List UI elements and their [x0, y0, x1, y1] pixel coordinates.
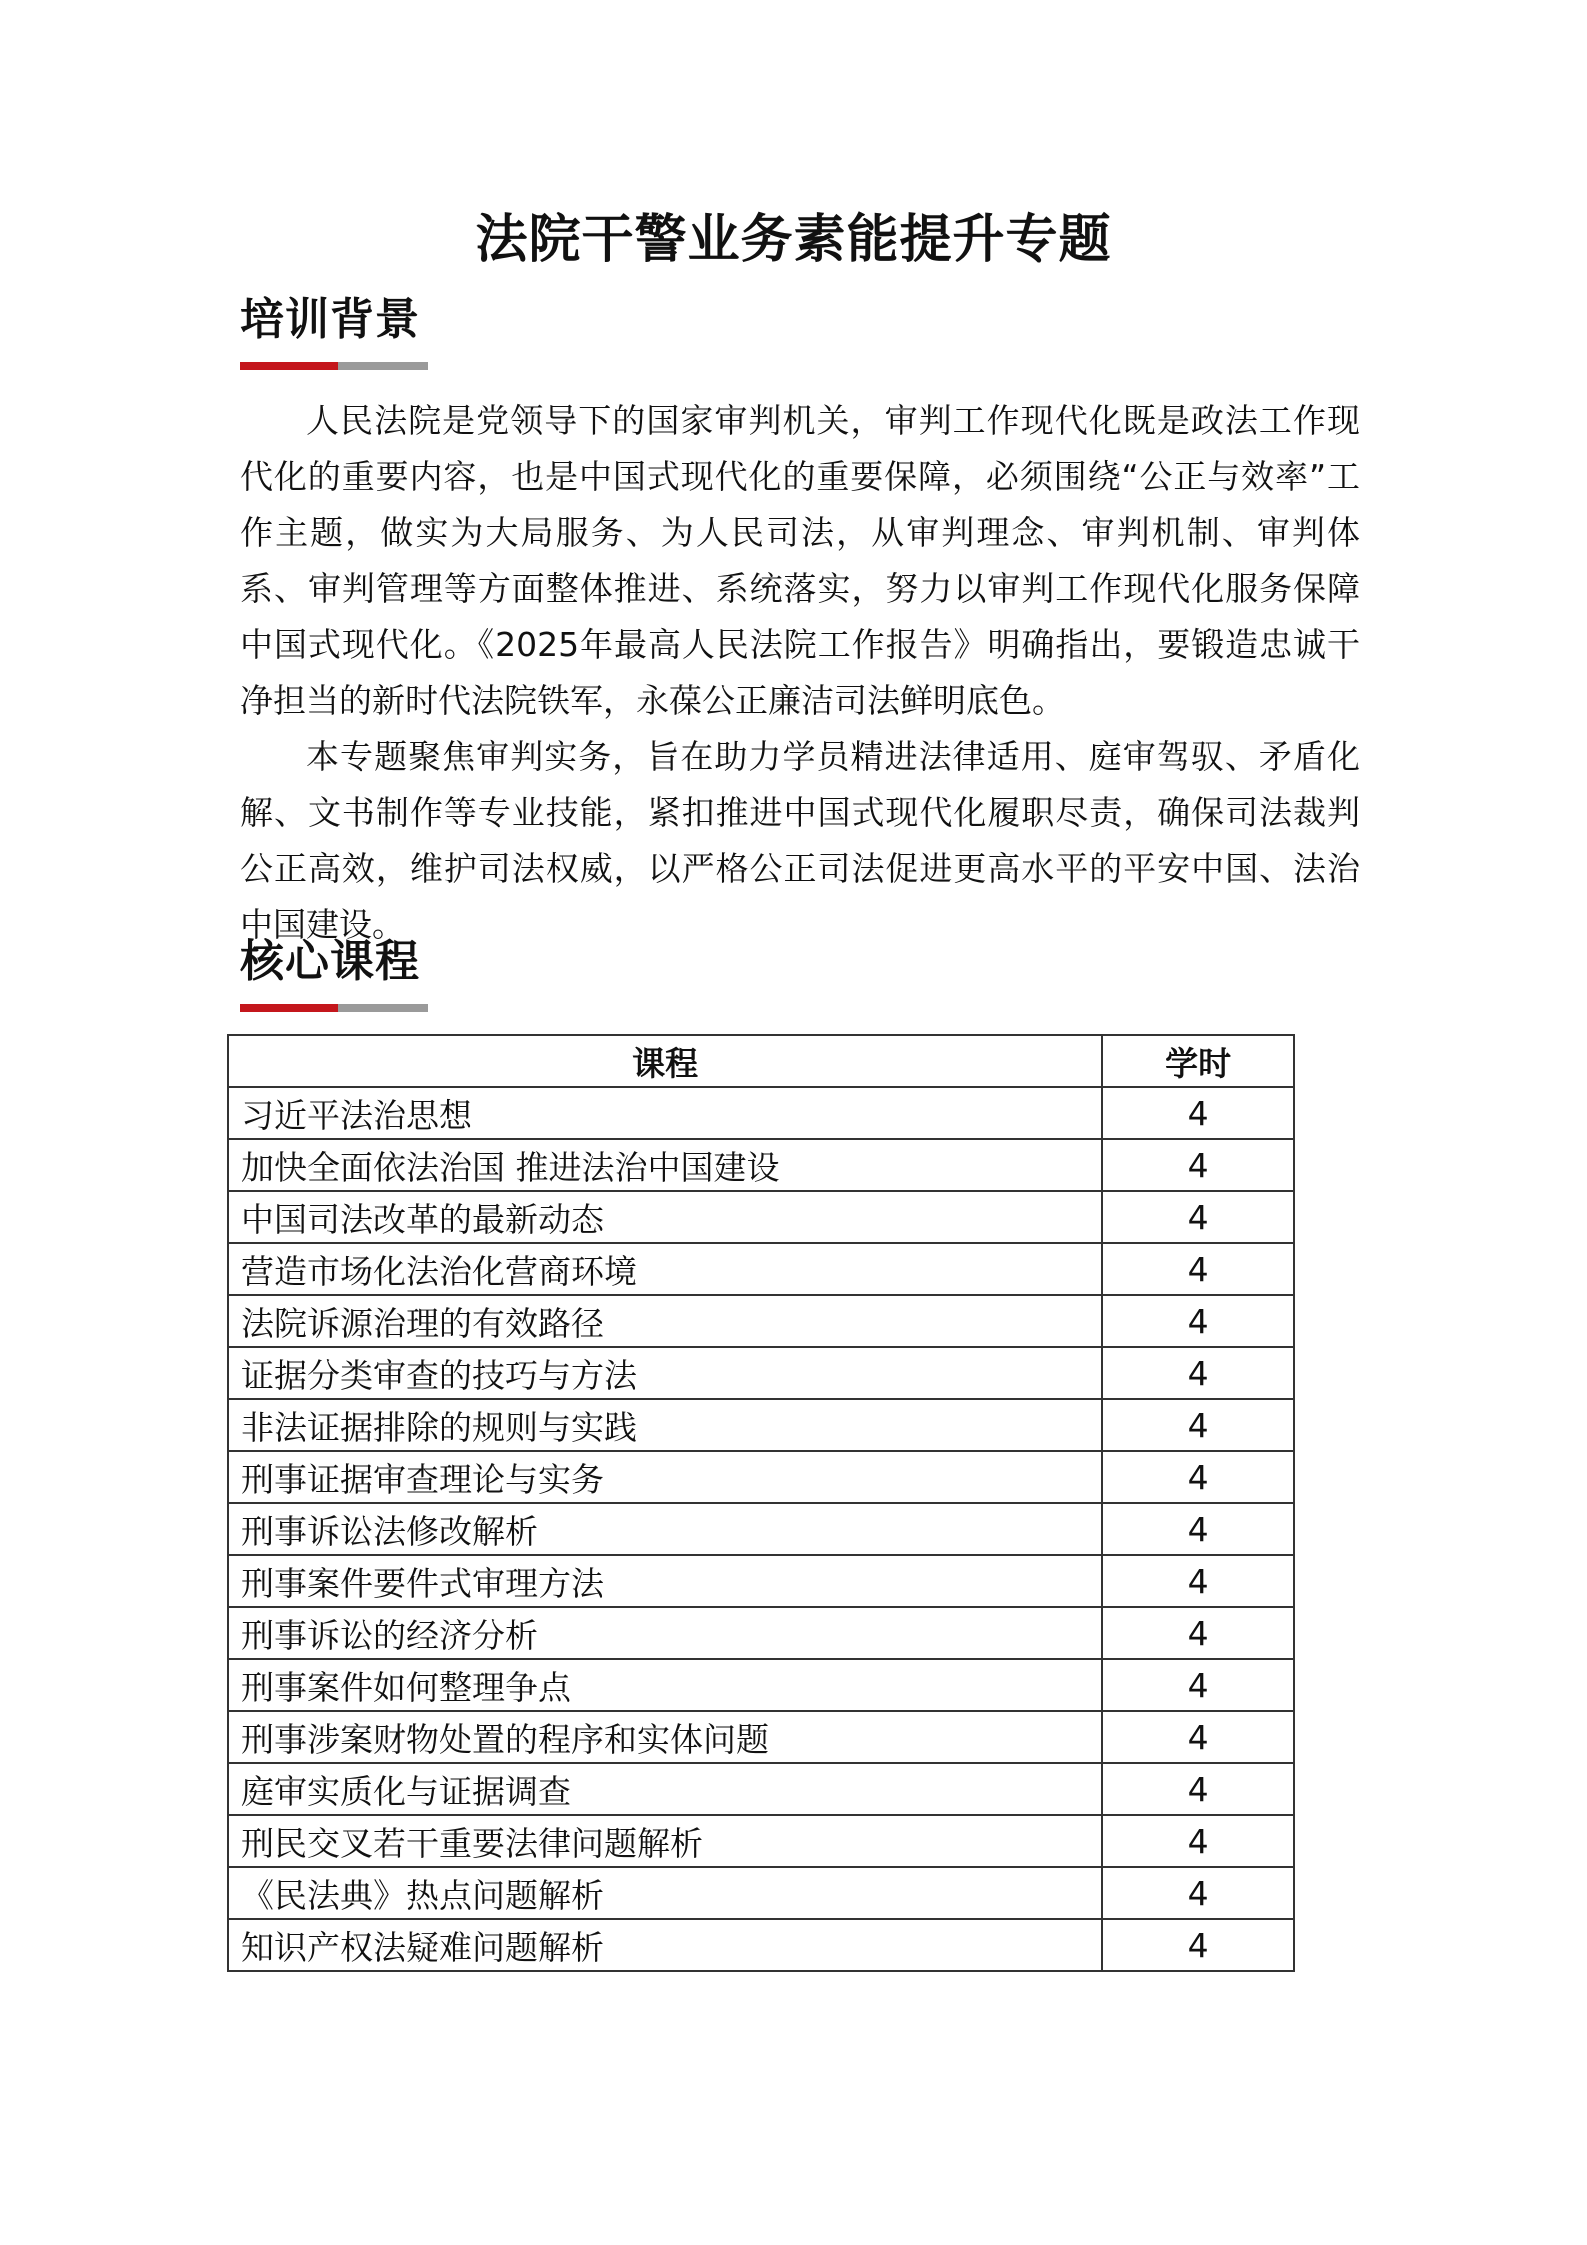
- table-row: [228, 1399, 1294, 1451]
- course-hours-cell: 4: [1102, 1815, 1294, 1867]
- course-hours-cell: 4: [1102, 1191, 1294, 1243]
- table-row: [228, 1867, 1294, 1919]
- course-name-cell: 习近平法治思想: [228, 1087, 1102, 1139]
- page-title: 法院干警业务素能提升专题: [475, 210, 1112, 270]
- table-row: [228, 1139, 1294, 1191]
- course-table-body: [228, 1087, 1294, 1971]
- course-name-cell: 加快全面依法治国 推进法治中国建设: [228, 1139, 1102, 1191]
- underline-red-segment: [240, 1004, 338, 1012]
- course-hours-cell: 4: [1102, 1503, 1294, 1555]
- table-row: [228, 1087, 1294, 1139]
- background-body: [240, 393, 1360, 953]
- course-name-cell: 《民法典》热点问题解析: [228, 1867, 1102, 1919]
- course-name-cell: 法院诉源治理的有效路径: [228, 1295, 1102, 1347]
- table-row: [228, 1659, 1294, 1711]
- course-name-cell: 刑事诉讼的经济分析: [228, 1607, 1102, 1659]
- course-hours-cell: 4: [1102, 1867, 1294, 1919]
- course-hours-cell: 4: [1102, 1295, 1294, 1347]
- table-row: [228, 1503, 1294, 1555]
- course-name-cell: 刑事案件如何整理争点: [228, 1659, 1102, 1711]
- course-hours-cell: 4: [1102, 1347, 1294, 1399]
- column-header-hours: 学时: [1102, 1035, 1294, 1087]
- table-row: [228, 1763, 1294, 1815]
- underline-gray-segment: [338, 1004, 428, 1012]
- courses-section-header: [240, 932, 540, 1012]
- course-name-cell: 刑事涉案财物处置的程序和实体问题: [228, 1711, 1102, 1763]
- course-hours-cell: 4: [1102, 1139, 1294, 1191]
- course-hours-cell: 4: [1102, 1763, 1294, 1815]
- underline-red-segment: [240, 362, 338, 370]
- course-name-cell: 中国司法改革的最新动态: [228, 1191, 1102, 1243]
- table-row: [228, 1191, 1294, 1243]
- course-name-cell: 营造市场化法治化营商环境: [228, 1243, 1102, 1295]
- table-row: [228, 1295, 1294, 1347]
- background-paragraph-1: 人民法院是党领导下的国家审判机关，审判工作现代化既是政法工作现代化的重要内容，也是中国式现代化的重要保障，必须围绕“公正与效率”工作主题，做实为大局服务、为人民司法，从审判理念、审判机制、审判体系、审判管理等方面整体推进、系统落实，努力以审判工作现代化服务保障中国式现代化。《2025年最高人民法院工作报告》明确指出，要锻造忠诚干净担当的新时代法院铁军，永葆公正廉洁司法鲜明底色。: [240, 401, 1360, 720]
- course-hours-cell: 4: [1102, 1243, 1294, 1295]
- courses-heading: 核心课程: [240, 936, 420, 987]
- course-hours-cell: 4: [1102, 1607, 1294, 1659]
- table-row: [228, 1711, 1294, 1763]
- course-hours-cell: 4: [1102, 1451, 1294, 1503]
- background-heading: 培训背景: [240, 294, 420, 345]
- course-table: [227, 1034, 1295, 1972]
- table-row: [228, 1555, 1294, 1607]
- column-header-course: 课程: [228, 1035, 1102, 1087]
- courses-heading-underline: [240, 1004, 428, 1012]
- course-hours-cell: 4: [1102, 1919, 1294, 1971]
- course-hours-cell: 4: [1102, 1711, 1294, 1763]
- table-row: [228, 1451, 1294, 1503]
- background-heading-underline: [240, 362, 428, 370]
- course-hours-cell: 4: [1102, 1399, 1294, 1451]
- table-row: [228, 1815, 1294, 1867]
- course-name-cell: 证据分类审查的技巧与方法: [228, 1347, 1102, 1399]
- course-name-cell: 刑事案件要件式审理方法: [228, 1555, 1102, 1607]
- course-name-cell: 刑民交叉若干重要法律问题解析: [228, 1815, 1102, 1867]
- table-row: [228, 1607, 1294, 1659]
- background-section-header: [240, 290, 540, 370]
- course-hours-cell: 4: [1102, 1087, 1294, 1139]
- table-row: [228, 1919, 1294, 1971]
- course-name-cell: 刑事诉讼法修改解析: [228, 1503, 1102, 1555]
- table-row: [228, 1347, 1294, 1399]
- course-name-cell: 庭审实质化与证据调查: [228, 1763, 1102, 1815]
- course-hours-cell: 4: [1102, 1659, 1294, 1711]
- course-table-header-row: [228, 1035, 1294, 1087]
- table-row: [228, 1243, 1294, 1295]
- course-name-cell: 非法证据排除的规则与实践: [228, 1399, 1102, 1451]
- background-paragraph-2: 本专题聚焦审判实务，旨在助力学员精进法律适用、庭审驾驭、矛盾化解、文书制作等专业技能，紧扣推进中国式现代化履职尽责，确保司法裁判公正高效，维护司法权威，以严格公正司法促进更高水平的平安中国、法治中国建设。: [240, 737, 1360, 944]
- underline-gray-segment: [338, 362, 428, 370]
- course-name-cell: 刑事证据审查理论与实务: [228, 1451, 1102, 1503]
- course-hours-cell: 4: [1102, 1555, 1294, 1607]
- course-name-cell: 知识产权法疑难问题解析: [228, 1919, 1102, 1971]
